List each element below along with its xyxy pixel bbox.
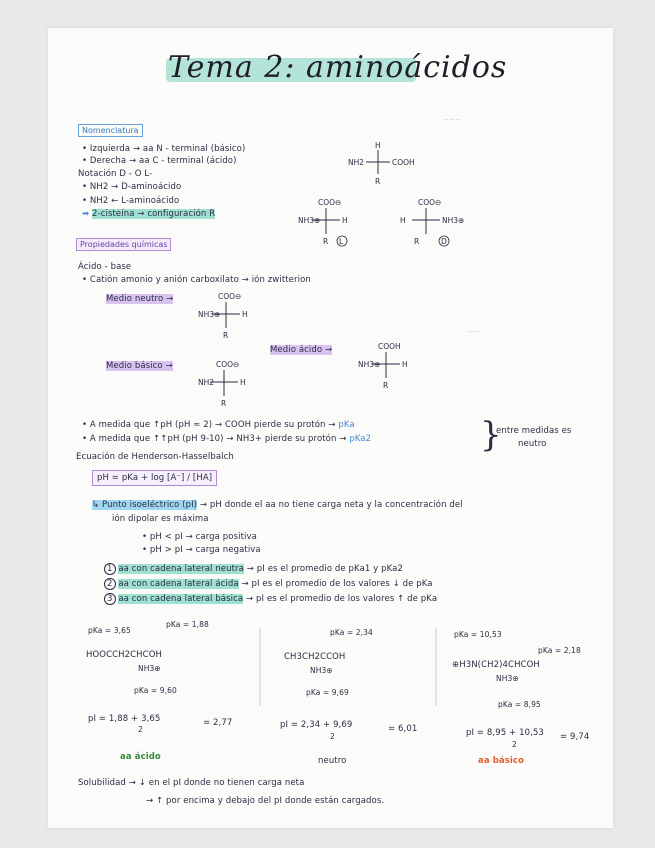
pi-formula: pI = 8,95 + 10,53 <box>466 728 544 738</box>
pi-result: = 9,74 <box>560 732 590 742</box>
l-config-molecule <box>298 196 378 256</box>
amino-acid-structure: ⊕H3N(CH2)4CHCOH <box>452 660 540 670</box>
fischer-bottom: R <box>375 177 381 186</box>
pi-denominator: 2 <box>138 725 143 734</box>
note-text: → pI es el promedio de los valores ↑ de pKa <box>246 594 438 604</box>
amine-group: NH3⊕ <box>310 666 333 675</box>
highlighted-text: aa con cadena lateral básica <box>118 594 244 604</box>
mol-h: H <box>342 216 348 225</box>
pi-denominator: 2 <box>512 740 517 749</box>
mol-nh3: NH3⊕ <box>442 216 465 225</box>
config-label: D <box>441 237 447 246</box>
mol-coo: COO⊖ <box>216 360 240 369</box>
note-line: • NH2 ← L-aminoácido <box>82 196 180 206</box>
note-line <box>82 434 371 444</box>
config-label: L <box>339 237 344 246</box>
note-line: • Derecha → aa C - terminal (ácido) <box>82 156 237 166</box>
mol-nh3: NH3⊕ <box>298 216 321 225</box>
note-text: → pI es el promedio de pKa1 y pKa2 <box>246 564 403 574</box>
d-config-molecule <box>398 196 478 256</box>
pka-annotation: pKa = 9,69 <box>306 688 349 697</box>
highlighted-text: 2-cisteína → configuración R <box>92 209 216 219</box>
mol-cooh: COOH <box>378 342 401 351</box>
note-text: • A medida que ↑pH (pH ≈ 2) → COOH pierde su protón → <box>82 420 336 430</box>
mol-coo: COO⊖ <box>218 292 242 301</box>
pka-label: pKa2 <box>349 434 372 444</box>
pka-annotation: pKa = 8,95 <box>498 700 541 709</box>
note-line: • Izquierda → aa N - terminal (básico) <box>82 144 246 154</box>
pi-formula: pI = 1,88 + 3,65 <box>88 714 161 724</box>
note-line <box>82 420 355 430</box>
pka-label: pKa <box>338 420 355 430</box>
fischer-projection <box>348 140 428 190</box>
pi-formula: pI = 2,34 + 9,69 <box>280 720 353 730</box>
amine-group: NH3⊕ <box>138 664 161 673</box>
rule-line <box>104 564 403 574</box>
hh-formula-box: pH = pKa + log [A⁻] / [HA] <box>92 470 217 486</box>
pi-result: = 2,77 <box>203 718 233 728</box>
mol-r: R <box>221 399 227 408</box>
highlighted-text: Medio ácido → <box>270 345 333 355</box>
arrow-icon: ➡ <box>82 209 90 219</box>
note-heading: Ácido - base <box>78 262 132 272</box>
mol-nh3: NH3⊕ <box>358 360 381 369</box>
note-line: • NH2 → D-aminoácido <box>82 182 182 192</box>
bracket-note: neutro <box>518 439 547 449</box>
basic-medium-molecule <box>196 358 276 414</box>
note-line: → ↑ por encima y debajo del pI donde están cargados. <box>146 796 385 806</box>
mol-r: R <box>323 237 329 246</box>
note-line <box>82 209 215 219</box>
fischer-top: H <box>375 141 381 150</box>
note-line <box>92 500 463 510</box>
pka-annotation: pKa = 2,18 <box>538 646 581 655</box>
bleed-through-text: ~~ <box>468 328 480 336</box>
bracket-note: entre medidas es <box>496 426 572 436</box>
highlighted-text: aa con cadena lateral ácida <box>118 579 239 589</box>
pi-result: = 6,01 <box>388 724 418 734</box>
rule-number: 2 <box>104 578 116 590</box>
rule-number: 1 <box>104 563 116 575</box>
section-label-propiedades: Propiedades químicas <box>76 238 171 251</box>
note-text: → pH donde el aa no tiene carga neta y la concentración del <box>199 500 463 510</box>
note-text: → pI es el promedio de los valores ↓ de pKa <box>241 579 433 589</box>
amino-acid-type-label: aa básico <box>478 756 525 766</box>
note-line: • pH > pI → carga negativa <box>142 545 261 555</box>
rule-line <box>104 579 433 589</box>
note-line: ión dipolar es máxima <box>112 514 209 524</box>
pka-annotation: pKa = 10,53 <box>454 630 502 639</box>
medium-label <box>270 345 332 355</box>
amino-acid-type-label: aa ácido <box>120 752 161 762</box>
mol-h: H <box>402 360 408 369</box>
highlighted-text: Medio neutro → <box>106 294 174 304</box>
note-line: Notación D - O L- <box>78 169 153 179</box>
mol-nh3: NH3⊕ <box>198 310 221 319</box>
divider <box>258 628 262 708</box>
curly-bracket: } <box>480 415 502 455</box>
fischer-right: COOH <box>392 158 415 167</box>
mol-r: R <box>414 237 420 246</box>
medium-label <box>106 361 173 371</box>
pka-annotation: pKa = 1,88 <box>166 620 209 629</box>
page-title: Tema 2: aminoácidos <box>168 50 508 85</box>
highlighted-text: aa con cadena lateral neutra <box>118 564 244 574</box>
mol-coo: COO⊖ <box>418 198 442 207</box>
mol-r: R <box>383 381 389 390</box>
notebook-page <box>48 28 613 828</box>
note-text: • A medida que ↑↑pH (pH 9-10) → NH3+ pierde su protón → <box>82 434 347 444</box>
fischer-left: NH2 <box>348 158 365 167</box>
mol-r: R <box>223 331 229 340</box>
mol-coo: COO⊖ <box>318 198 342 207</box>
neutral-medium-molecule <box>198 290 278 346</box>
mol-h: H <box>240 378 246 387</box>
note-line: • pH < pI → carga positiva <box>142 532 257 542</box>
pka-annotation: pKa = 3,65 <box>88 626 131 635</box>
amine-group: NH3⊕ <box>496 674 519 683</box>
pka-annotation: pKa = 2,34 <box>330 628 373 637</box>
highlighted-text: Medio básico → <box>106 361 173 371</box>
amino-acid-type-label: neutro <box>318 756 347 766</box>
pka-annotation: pKa = 9,60 <box>134 686 177 695</box>
note-heading: Ecuación de Henderson-Hasselbalch <box>76 452 234 462</box>
acid-medium-molecule <box>358 340 438 396</box>
highlighted-text: ↳ Punto isoeléctrico (pI) <box>92 500 198 510</box>
rule-number: 3 <box>104 593 116 605</box>
section-label-nomenclatura: Nomenclatura <box>78 124 143 137</box>
medium-label <box>106 294 173 304</box>
note-line: Solubilidad → ↓ en el pI donde no tienen carga neta <box>78 778 305 788</box>
pi-denominator: 2 <box>330 732 335 741</box>
note-line: • Catión amonio y anión carboxilato → ión zwitterion <box>82 275 311 285</box>
mol-nh2: NH2 <box>198 378 215 387</box>
bleed-through-text: ~~~ <box>443 116 461 124</box>
amino-acid-structure: CH3CH2CCOH <box>284 652 346 662</box>
mol-h: H <box>242 310 248 319</box>
divider <box>434 628 438 708</box>
amino-acid-structure: HOOCCH2CHCOH <box>86 650 162 660</box>
rule-line <box>104 594 437 604</box>
mol-h: H <box>400 216 406 225</box>
